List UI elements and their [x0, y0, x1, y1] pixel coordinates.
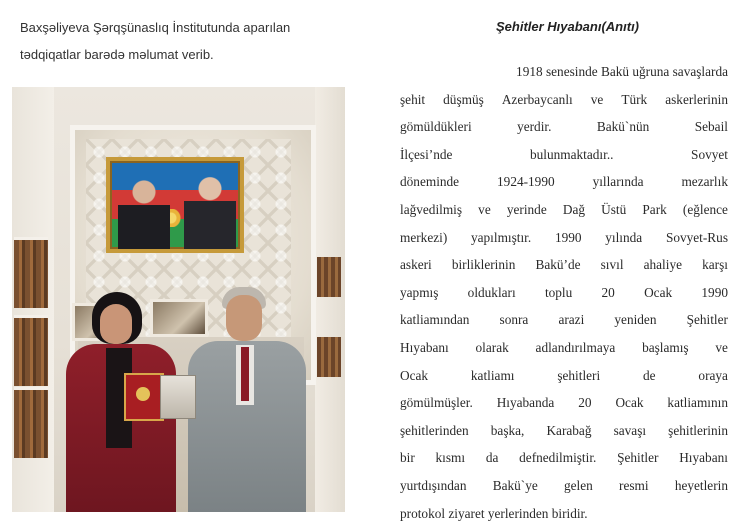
article-line: lağvedilmiş ve yerinde Dağ Üstü Park (eğlence — [400, 196, 728, 224]
caption-line-1: Baxşəliyeva Şərqşünaslıq İnstitutunda aparılan — [20, 14, 365, 41]
article-line: gömüldükleri yerdir. Bakü`nün Sebail — [400, 113, 728, 141]
article-line: döneminde 1924-1990 yıllarında mezarlık — [400, 168, 728, 196]
article-body — [400, 58, 728, 527]
red-tie — [241, 347, 249, 401]
wall-right — [315, 87, 345, 512]
framed-portrait — [106, 157, 244, 253]
article-line: askeri birliklerinin Bakü’de sıvıl ahaliye karşı — [400, 251, 728, 279]
bookshelf — [14, 315, 48, 386]
white-book — [160, 375, 196, 419]
article-line: merkezi) yapılmıştır. 1990 yılında Sovyet-Rus — [400, 224, 728, 252]
portrait-figure — [184, 175, 236, 251]
article-line: katliamından sonra arazi yeniden Şehitler — [400, 306, 728, 334]
red-book — [124, 373, 164, 421]
face — [226, 295, 262, 341]
book-emblem-icon — [136, 387, 150, 401]
meeting-photo — [12, 87, 345, 512]
article-line: yapmış oldukları toplu 20 Ocak 1990 — [400, 279, 728, 307]
photo-caption — [20, 14, 365, 68]
article-line: Ocak katliamı şehitleri de oraya — [400, 362, 728, 390]
article-line: yurtdışından Bakü`ye gelen resmi heyetlerin — [400, 472, 728, 500]
article-line: gömülmüşler. Hıyabanda 20 Ocak katliamının — [400, 389, 728, 417]
bookshelf — [317, 257, 341, 297]
article-line: bir kısmı da defnedilmiştir. Şehitler Hıyabanı — [400, 444, 728, 472]
article-title: Şehitler Hıyabanı(Anıtı) — [400, 19, 735, 34]
article-line: İlçesi’nde bulunmaktadır.. Sovyet — [400, 141, 728, 169]
article-line: şehit düşmüş Azerbaycanlı ve Türk askerlerinin — [400, 86, 728, 114]
caption-line-2: tədqiqatlar barədə məlumat verib. — [20, 41, 365, 68]
man-figure — [180, 287, 310, 512]
article-line: Hıyabanı olarak adlandırılmaya başlamış ve — [400, 334, 728, 362]
bookshelf — [14, 387, 48, 458]
article-line: protokol ziyaret yerlerinden biridir. — [400, 500, 728, 527]
bookshelf — [317, 337, 341, 377]
bookshelf — [14, 237, 48, 308]
article-line: 1918 senesinde Bakü uğruna savaşlarda — [400, 58, 728, 86]
face — [100, 304, 132, 344]
article-line: şehitlerinden başka, Karabağ savaşı şehitlerinin — [400, 417, 728, 445]
portrait-figure — [118, 179, 170, 251]
